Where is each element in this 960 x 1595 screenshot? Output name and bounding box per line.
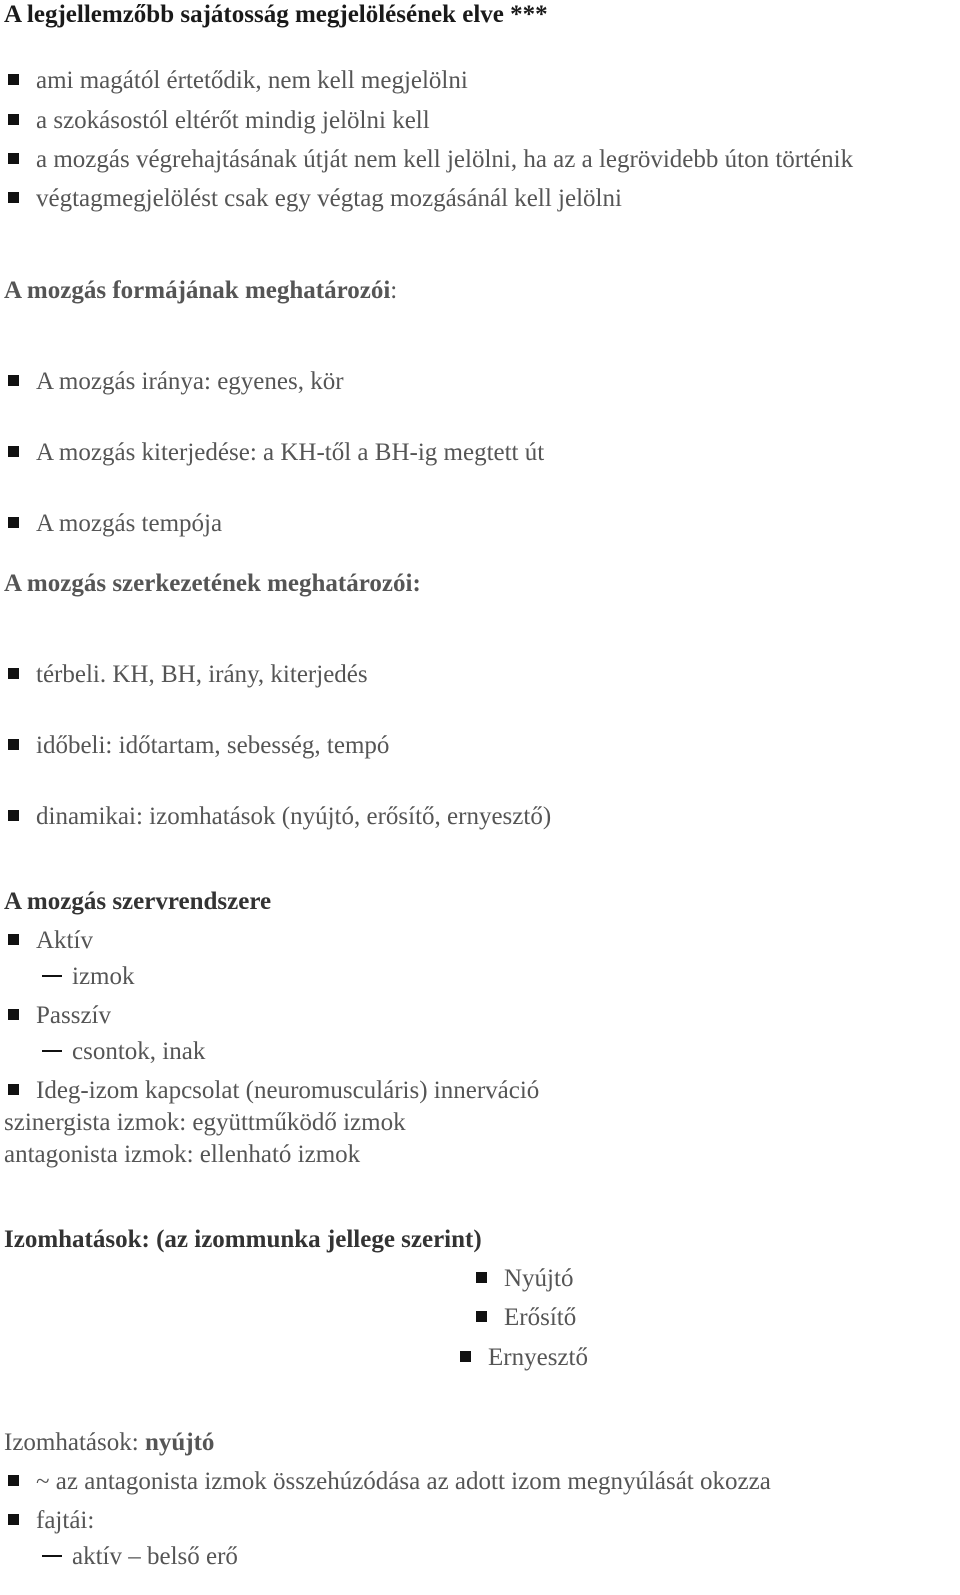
list-item: Nyújtó <box>476 1264 573 1294</box>
list-item: időbeli: időtartam, sebesség, tempó <box>8 731 389 761</box>
list-item: végtagmegjelölést csak egy végtag mozgásánál kell jelölni <box>8 184 622 214</box>
square-bullet-icon <box>8 517 19 528</box>
square-bullet-icon <box>8 153 19 164</box>
square-bullet-icon <box>8 1009 19 1020</box>
square-bullet-icon <box>8 739 19 750</box>
square-bullet-icon <box>8 810 19 821</box>
section-title-szervrendszer: A mozgás szervrendszere <box>4 888 272 915</box>
square-bullet-icon <box>8 74 19 85</box>
list-item: Ernyesztő <box>460 1343 588 1373</box>
square-bullet-icon <box>460 1351 471 1362</box>
dash-bullet-icon <box>42 975 62 977</box>
square-bullet-icon <box>476 1311 487 1322</box>
list-item: Ideg-izom kapcsolat (neuromusculáris) innerváció <box>8 1076 539 1106</box>
section-title-szerkezet: A mozgás szerkezetének meghatározói: <box>4 570 421 597</box>
square-bullet-icon <box>8 375 19 386</box>
section-title-forma: A mozgás formájának meghatározói: <box>4 277 398 304</box>
list-item-aktiv: Aktív <box>8 926 93 956</box>
list-item-passziv: Passzív <box>8 1001 111 1031</box>
sub-list-item: izmok <box>42 962 135 992</box>
list-item: a szokásostól eltérőt mindig jelölni kell <box>8 106 430 136</box>
dash-bullet-icon <box>42 1555 62 1557</box>
section-title-izomhatasok: Izomhatások: (az izommunka jellege szerint) <box>4 1226 482 1253</box>
square-bullet-icon <box>8 192 19 203</box>
square-bullet-icon <box>476 1272 487 1283</box>
list-item: ami magától értetődik, nem kell megjelölni <box>8 66 468 96</box>
synergist-line: szinergista izmok: együttműködő izmok <box>4 1109 406 1136</box>
list-item: A mozgás tempója <box>8 509 222 539</box>
square-bullet-icon <box>8 1514 19 1525</box>
section-title-nyujto: Izomhatások: nyújtó <box>4 1429 215 1456</box>
section-title-sajatossag: A legjellemzőbb sajátosság megjelölésének elve *** <box>4 1 548 28</box>
list-item: ~ az antagonista izmok összehúzódása az adott izom megnyúlását okozza <box>8 1467 771 1497</box>
list-item: térbeli. KH, BH, irány, kiterjedés <box>8 660 368 690</box>
dash-bullet-icon <box>42 1050 62 1052</box>
list-item: A mozgás kiterjedése: a KH-től a BH-ig megtett út <box>8 438 544 468</box>
list-item: A mozgás iránya: egyenes, kör <box>8 367 344 397</box>
sub-list-item: csontok, inak <box>42 1037 205 1067</box>
list-item: a mozgás végrehajtásának útját nem kell jelölni, ha az a legrövidebb úton történik <box>8 145 853 175</box>
list-item: Erősítő <box>476 1303 576 1333</box>
square-bullet-icon <box>8 668 19 679</box>
sub-list-item: aktív – belső erő <box>42 1542 238 1572</box>
list-item: dinamikai: izomhatások (nyújtó, erősítő, ernyesztő) <box>8 802 551 832</box>
antagonist-line: antagonista izmok: ellenható izmok <box>4 1141 361 1168</box>
square-bullet-icon <box>8 934 19 945</box>
list-item: fajtái: <box>8 1506 94 1536</box>
square-bullet-icon <box>8 1475 19 1486</box>
square-bullet-icon <box>8 1084 19 1095</box>
square-bullet-icon <box>8 114 19 125</box>
square-bullet-icon <box>8 446 19 457</box>
